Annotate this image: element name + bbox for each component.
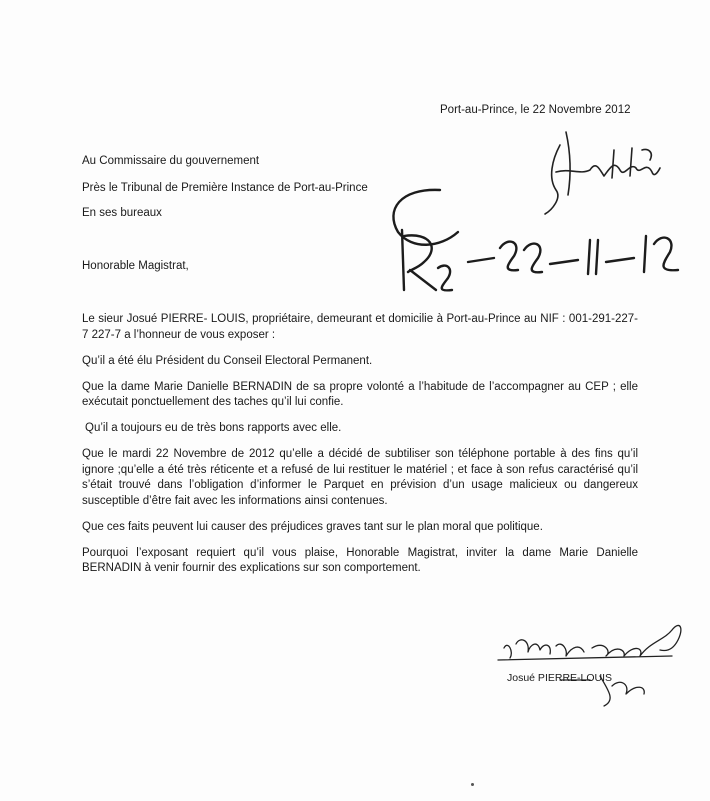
signature: [498, 625, 681, 706]
paragraph-harm: Que ces faits peuvent lui causer des préjudices graves tant sur le plan moral que politique.: [82, 520, 543, 533]
letter-date: Port-au-Prince, le 22 Novembre 2012: [440, 104, 631, 116]
initials-scrawl: [545, 132, 660, 214]
paragraph-intro: Le sieur Josué PIERRE- LOUIS, propriétaire, demeurant et domicilie à Port-au-Prince au NIF : 001-291-227-7 227-7 a l’honneur de vous exposer :: [82, 313, 638, 341]
recipient-line-1: Au Commissaire du gouvernement: [82, 155, 260, 167]
paragraph-incident: Que le mardi 22 Novembre de 2012 qu’elle a décidé de subtiliser son téléphone portable à des fins qu’il ignore ;qu’elle a été très réticente et a refusé de lui restituer le matériel ; et face à son refus caractérisé qu’il s’était trouvé dans l’obligation d’informer le Parquet en prévision d’un usage malicieux ou dangereux susceptible d’être fait avec les informations ainsi contenues.: [82, 448, 638, 507]
recipient-line-3: En ses bureaux: [82, 207, 162, 219]
registration-mark: [393, 190, 678, 291]
signatory-name: Josué PIERRE-LOUIS: [507, 672, 613, 684]
paragraph-relations: Qu’il a toujours eu de très bons rapports avec elle.: [85, 422, 342, 434]
greeting: Honorable Magistrat,: [82, 260, 189, 272]
paragraph-election: Qu’il a été élu Président du Conseil Electoral Permanent.: [82, 354, 373, 367]
recipient-line-2: Près le Tribunal de Première Instance de Port-au-Prince: [82, 182, 368, 194]
paragraph-request: Pourquoi l’exposant requiert qu’il vous plaise, Honorable Magistrat, inviter la dame Marie Danielle BERNADIN à venir fournir des explications sur son comportement.: [82, 546, 638, 574]
scan-speck: [471, 783, 474, 786]
paragraph-assistant: Que la dame Marie Danielle BERNADIN de sa propre volonté a l’habitude de l’accompagner au CEP ; elle exécutait ponctuellement des taches qu’il lui confie.: [82, 380, 638, 408]
